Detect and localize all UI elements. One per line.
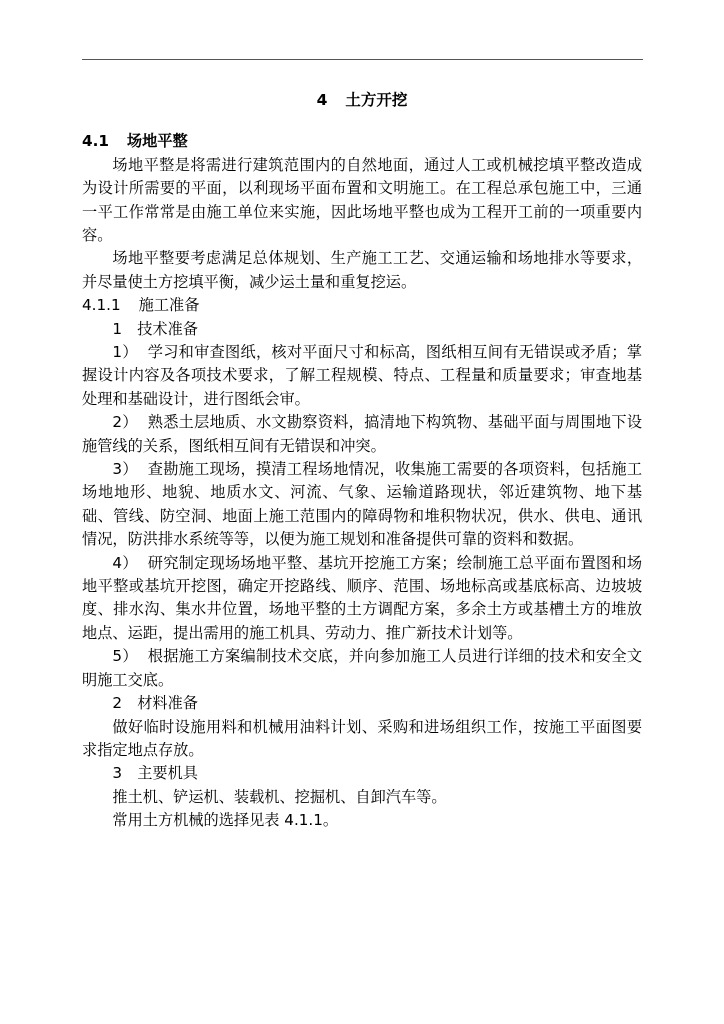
item-label: 4）	[112, 553, 138, 572]
machinery-heading: 3 主要机具	[112, 764, 198, 783]
material-prep-text: 做好临时设施用料和机械用油料计划、采购和进场组织工作，按施工平面图要求指定地点存放。	[82, 717, 642, 759]
item-label: 1）	[112, 343, 138, 362]
intro-paragraph: 场地平整是将需进行建筑范围内的自然地面，通过人工或机械挖填平整改造成为设计所需要的平面，以利现场平面布置和文明施工。在工程总承包施工中，三通一平工作常常是由施工单位来实施，因此场地平整也成为工程开工前的一项重要内容。	[82, 155, 642, 244]
subsection-title	[82, 294, 642, 317]
material-prep-heading: 2 材料准备	[112, 694, 198, 713]
chapter-title-text: 土方开挖	[345, 91, 408, 109]
tech-prep-item	[82, 552, 642, 646]
section-title	[82, 130, 642, 153]
tech-prep-item	[82, 458, 642, 552]
item-text: 熟悉土层地质、水文勘察资料，搞清地下构筑物、基础平面与周围地下设施管线的关系，图纸相互间有无错误和冲突。	[82, 413, 643, 455]
tech-prep-item	[82, 411, 642, 458]
tech-prep-item	[82, 341, 642, 411]
subsection-number: 4.1.1	[82, 296, 121, 315]
item-label: 5）	[112, 647, 138, 666]
section-number: 4.1	[82, 132, 109, 151]
item-label: 3）	[112, 460, 138, 479]
subsection-title-text: 施工准备	[138, 296, 200, 315]
machinery-list: 推土机、铲运机、装载机、挖掘机、自卸汽车等。	[112, 787, 447, 806]
intro-paragraph: 场地平整要考虑满足总体规划、生产施工工艺、交通运输和场地排水等要求，并尽量使土方挖填平衡，减少运土量和重复挖运。	[82, 249, 642, 291]
item-label: 2）	[112, 413, 138, 432]
section-title-text: 场地平整	[126, 132, 188, 151]
item-text: 研究制定现场场地平整、基坑开挖施工方案；绘制施工总平面布置图和场地平整或基坑开挖图，确定开挖路线、顺序、范围、场地标高或基底标高、边坡坡度、排水沟、集水井位置，场地平整的土方调配方案，多余土方或基槽土方的堆放地点、运距，提出需用的施工机具、劳动力、推广新技术计划等。	[82, 553, 643, 642]
item-text: 学习和审查图纸，核对平面尺寸和标高，图纸相互间有无错误或矛盾；掌握设计内容及各项技术要求，了解工程规模、特点、工程量和质量要求；审查地基处理和基础设计，进行图纸会审。	[82, 343, 643, 408]
chapter-number: 4	[316, 91, 328, 109]
document-body	[82, 89, 642, 833]
tech-prep-heading: 1 技术准备	[112, 319, 198, 338]
chapter-title	[82, 89, 642, 112]
machinery-note: 常用土方机械的选择见表 4.1.1。	[112, 811, 339, 830]
item-text: 根据施工方案编制技术交底，并向参加施工人员进行详细的技术和安全文明施工交底。	[82, 647, 643, 689]
header-rule	[82, 59, 643, 60]
tech-prep-item	[82, 645, 642, 692]
item-text: 查勘施工现场，摸清工程场地情况，收集施工需要的各项资料，包括施工场地地形、地貌、地质水文、河流、气象、运输道路现状，邻近建筑物、地下基础、管线、防空洞、地面上施工范围内的障碍物和堆积物状况，供水、供电、通讯情况，防洪排水系统等等，以便为施工规划和准备提供可靠的资料和数据。	[82, 460, 643, 549]
